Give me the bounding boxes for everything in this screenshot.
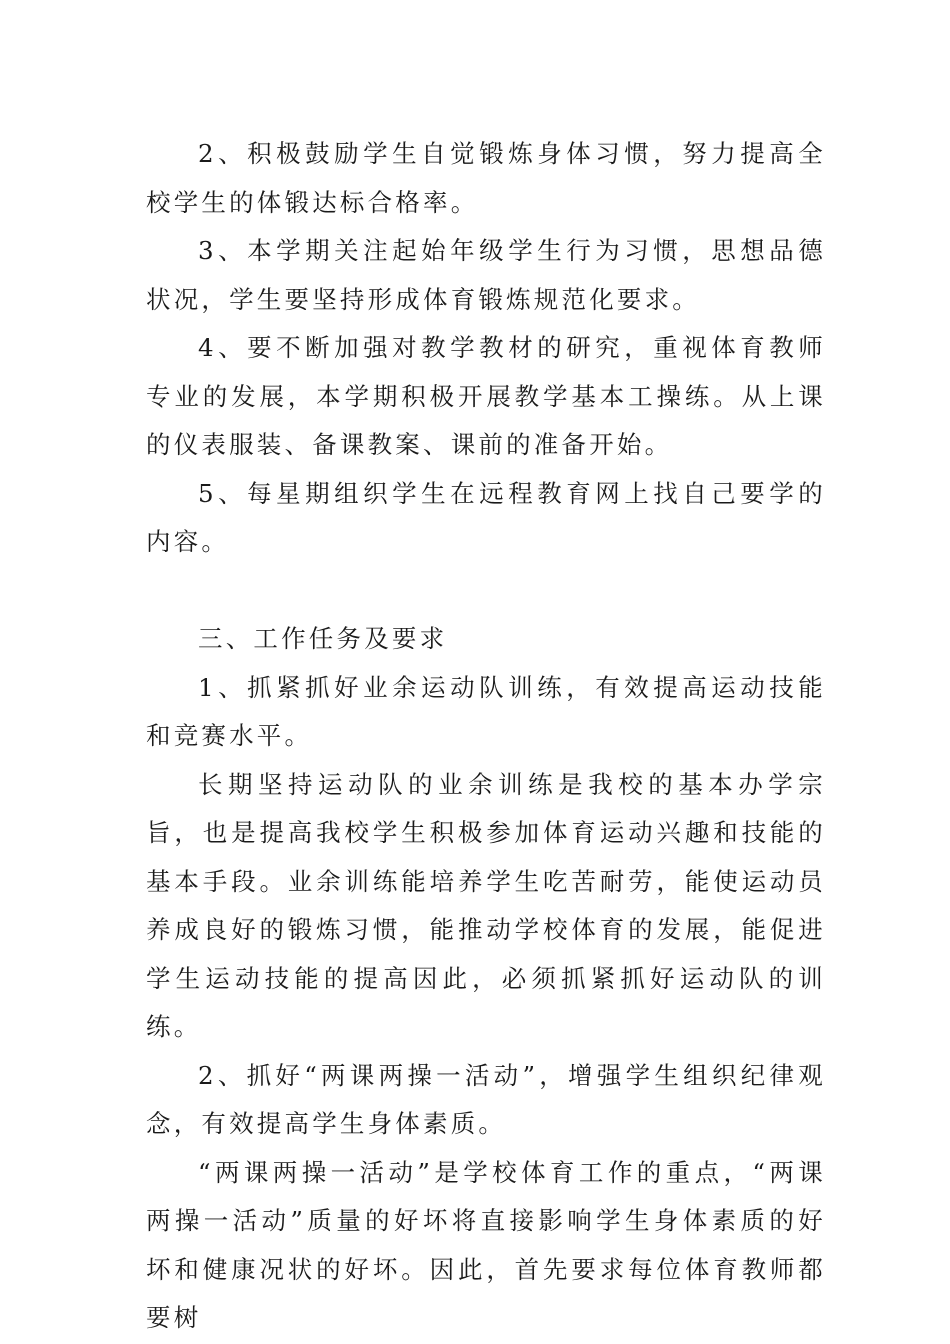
paragraph-spacer [146, 567, 826, 616]
task-1-body: 长期坚持运动队的业余训练是我校的基本办学宗旨，也是提高我校学生积极参加体育运动兴趣和技能的基本手段。业余训练能培养学生吃苦耐劳，能使运动员养成良好的锻炼习惯，能推动学校体育的发展，能促进学生运动技能的提高因此，必须抓紧抓好运动队的训练。 [146, 769, 826, 1041]
document-body [146, 130, 826, 1343]
paragraph-item-4: 4、要不断加强对教学教材的研究，重视体育教师专业的发展，本学期积极开展教学基本工操练。从上课的仪表服装、备课教案、课前的准备开始。 [146, 333, 826, 459]
paragraph-item-5: 5、每星期组织学生在远程教育网上找自己要学的内容。 [146, 478, 826, 556]
paragraph-item-3: 3、本学期关注起始年级学生行为习惯，思想品德状况，学生要坚持形成体育锻炼规范化要求。 [146, 236, 826, 314]
task-2-body: “两课两操一活动”是学校体育工作的重点，“两课两操一活动”质量的好坏将直接影响学生身体素质的好坏和健康况状的好坏。因此，首先要求每位体育教师都要树 [146, 1157, 826, 1332]
section-heading: 三、工作任务及要求 [198, 624, 448, 653]
paragraph-item-2: 2、积极鼓励学生自觉锻炼身体习惯，努力提高全校学生的体锻达标合格率。 [146, 139, 826, 217]
task-item-2: 2、抓好“两课两操一活动”，增强学生组织纪律观念，有效提高学生身体素质。 [146, 1060, 826, 1138]
task-item-1: 1、抓紧抓好业余运动队训练，有效提高运动技能和竞赛水平。 [146, 672, 826, 750]
